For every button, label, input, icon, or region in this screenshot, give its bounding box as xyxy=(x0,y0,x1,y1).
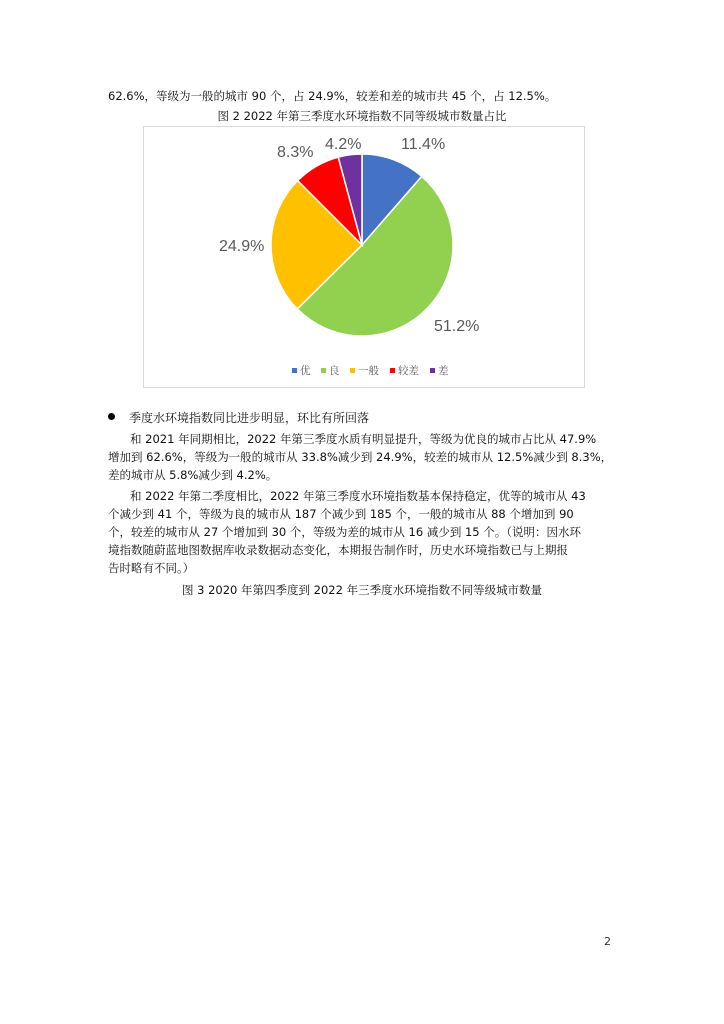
bullet-heading xyxy=(108,410,369,427)
legend-label-1: 优 xyxy=(300,365,311,377)
figure-2-caption: 图 2 2022 年第三季度水环境指数不同等级城市数量占比 xyxy=(217,109,507,123)
para2-line-4: 境指数随蔚蓝地图数据库收录数据动态变化，本期报告制作时，历史水环境指数已与上期报 xyxy=(108,543,568,557)
para2-line-2: 个减少到 41 个，等级为良的城市从 187 个减少到 185 个，一般的城市从 88 个增加到 90 xyxy=(108,507,574,521)
pie-data-label-3: 24.9% xyxy=(219,238,265,255)
pie-data-label-2: 51.2% xyxy=(434,318,480,335)
bullet-dot-icon xyxy=(108,413,115,420)
intro-line: 62.6%，等级为一般的城市 90 个，占 24.9%，较差和差的城市共 45 个，占 12.5%。 xyxy=(108,89,557,103)
para1-line-2: 增加到 62.6%，等级为一般的城市从 33.8%减少到 24.9%，较差的城市从 12.5%减少到 8.3%， xyxy=(108,450,613,464)
para2-line-5: 告时略有不同。） xyxy=(108,561,195,575)
page-number: 2 xyxy=(604,935,611,948)
legend-label-3: 一般 xyxy=(358,365,379,377)
legend-swatch-3 xyxy=(350,368,355,373)
pie-chart xyxy=(144,127,586,389)
legend-label-2: 良 xyxy=(329,365,340,377)
para1-line-1: 和 2021 年同期相比，2022 年第三季度水质有明显提升，等级为优良的城市占比从 47.9% xyxy=(130,432,597,446)
legend-label-4: 较差 xyxy=(398,365,419,377)
pie-data-label-4: 8.3% xyxy=(277,144,314,161)
para2-line-3: 个，较差的城市从 27 个增加到 30 个，等级为差的城市从 16 减少到 15 个。（说明：因水环 xyxy=(108,525,582,539)
pie-data-label-5: 4.2% xyxy=(325,136,362,153)
pie-data-label-1: 11.4% xyxy=(401,136,446,153)
para2-line-1: 和 2022 年第二季度相比，2022 年第三季度水环境指数基本保持稳定，优等的城市从 43 xyxy=(130,489,586,503)
legend-swatch-1 xyxy=(292,368,297,373)
bullet-heading-text: 季度水环境指数同比进步明显，环比有所回落 xyxy=(129,411,370,425)
legend-swatch-4 xyxy=(390,368,395,373)
pie-chart-frame xyxy=(143,126,585,388)
legend-swatch-5 xyxy=(430,368,435,373)
legend-label-5: 差 xyxy=(438,365,449,377)
para1-line-3: 差的城市从 5.8%减少到 4.2%。 xyxy=(108,468,278,482)
figure-3-caption: 图 3 2020 年第四季度到 2022 年三季度水环境指数不同等级城市数量 xyxy=(181,583,543,597)
legend-swatch-2 xyxy=(321,368,326,373)
